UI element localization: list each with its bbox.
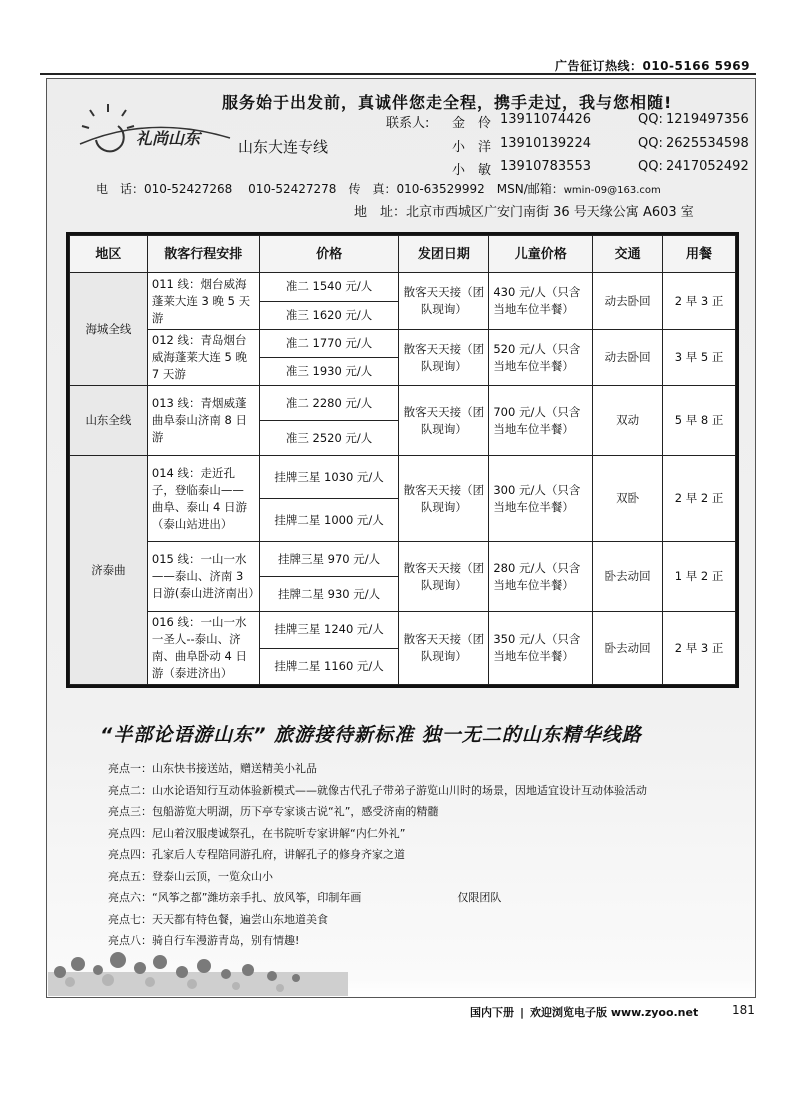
child-price-cell: 700 元/人（只含当地车位半餐）	[489, 386, 593, 456]
table-row	[70, 612, 736, 649]
meals-cell: 3 早 5 正	[663, 330, 736, 386]
meals-cell: 2 早 3 正	[663, 612, 736, 685]
list-item	[108, 780, 647, 802]
price-cell: 挂牌二星 930 元/人	[259, 577, 399, 612]
price-cell: 挂牌二星 1000 元/人	[259, 499, 399, 542]
contact-name: 金 伶	[452, 116, 492, 131]
contact-name: 小 敏	[452, 163, 492, 178]
price-cell: 挂牌三星 1240 元/人	[259, 612, 399, 649]
price-cell: 准三 1930 元/人	[259, 358, 399, 386]
meals-cell: 1 早 2 正	[663, 542, 736, 612]
slogan: 服务始于出发前，真诚伴您走全程，携手走过，我与您相随!	[222, 93, 673, 112]
list-item	[108, 758, 647, 780]
table-header-row	[70, 236, 736, 273]
highlight-text: “风筝之都”潍坊亲手扎、放风筝，印制年画	[152, 891, 362, 904]
child-price-cell: 430 元/人（只含当地车位半餐）	[489, 273, 593, 330]
highlight-text: 山东快书接送站，赠送精美小礼品	[152, 762, 317, 775]
region-cell: 山东全线	[70, 386, 148, 456]
price-cell: 准三 1620 元/人	[259, 301, 399, 330]
highlight-label: 亮点四：	[108, 848, 152, 861]
website-link[interactable]: 欢迎浏览电子版 www.zyoo.net	[530, 1006, 699, 1019]
table-row	[70, 386, 736, 421]
list-item	[108, 866, 647, 888]
contact-phone: 13910783553	[500, 159, 591, 174]
contact-qq-label: QQ:	[638, 112, 663, 127]
date-cell: 散客天天接（团队现询）	[399, 612, 489, 685]
highlight-label: 亮点三：	[108, 805, 152, 818]
highlight-text: 天天都有特色餐，遍尝山东地道美食	[152, 912, 328, 926]
meals-cell: 5 早 8 正	[663, 386, 736, 456]
transport-cell: 动去卧回	[593, 330, 663, 386]
itinerary-cell: 012 线：青岛烟台威海蓬莱大连 5 晚 7 天游	[147, 330, 259, 386]
col-header: 地区	[70, 236, 148, 273]
contact-qq: 2417052492	[666, 159, 749, 174]
contact-qq-label: QQ:	[638, 136, 663, 151]
col-header: 用餐	[663, 236, 736, 273]
region-cell: 济泰曲	[70, 456, 148, 685]
col-header: 散客行程安排	[147, 236, 259, 273]
child-price-cell: 280 元/人（只含当地车位半餐）	[489, 542, 593, 612]
col-header: 儿童价格	[489, 236, 593, 273]
child-price-cell: 520 元/人（只含当地车位半餐）	[489, 330, 593, 386]
highlight-label: 亮点二：	[108, 783, 152, 797]
itinerary-cell: 011 线：烟台威海蓬莱大连 3 晚 5 天游	[147, 273, 259, 330]
contact-phone: 13910139224	[500, 136, 591, 151]
region-cell: 海城全线	[70, 273, 148, 386]
meals-cell: 2 早 2 正	[663, 456, 736, 542]
itinerary-cell: 015 线：一山一水——泰山、济南 3 日游(泰山进济南出）	[147, 542, 259, 612]
date-cell: 散客天天接（团队现询）	[399, 542, 489, 612]
contact-qq-label: QQ:	[638, 159, 663, 174]
email-link[interactable]: wmin-09@163.com	[563, 185, 661, 196]
itinerary-cell: 016 线：一山一水一圣人--泰山、济南、曲阜卧动 4 日游（泰进济出）	[147, 612, 259, 685]
price-cell: 准二 1770 元/人	[259, 330, 399, 358]
highlight-text: 孔家后人专程陪同游孔府，讲解孔子的修身齐家之道	[152, 848, 405, 861]
transport-cell: 双动	[593, 386, 663, 456]
table-row	[70, 456, 736, 499]
col-header: 价格	[259, 236, 399, 273]
highlight-text: 登泰山云顶，一览众山小	[152, 869, 273, 883]
highlight-text: 山水论语知行互动体验新模式——就像古代孔子带弟子游览山川时的场景，因地适宜设计互动体验活动	[152, 783, 647, 797]
list-item	[108, 844, 647, 866]
highlight-list	[108, 758, 647, 952]
list-item	[108, 801, 647, 823]
itinerary-table	[66, 232, 739, 688]
highlight-text: 骑自行车漫游青岛，别有情趣!	[152, 934, 300, 947]
transport-cell: 动去卧回	[593, 273, 663, 330]
table-row	[70, 330, 736, 358]
highlight-label: 亮点七：	[108, 912, 152, 926]
price-cell: 挂牌三星 970 元/人	[259, 542, 399, 577]
section-name: 国内下册	[470, 1006, 514, 1019]
divider	[40, 73, 756, 75]
itinerary-cell: 014 线：走近孔子，登临泰山——曲阜、泰山 4 日游（泰山站进出）	[147, 456, 259, 542]
highlight-label: 亮点八：	[108, 934, 152, 947]
highlight-text: 尼山着汉服虔诚祭孔，在书院听专家讲解“内仁外礼”	[152, 826, 406, 840]
date-cell: 散客天天接（团队现询）	[399, 386, 489, 456]
price-cell: 挂牌二星 1160 元/人	[259, 648, 399, 685]
footer-separator: |	[520, 1006, 525, 1019]
col-header: 交通	[593, 236, 663, 273]
logo-text: 礼尚山东	[136, 129, 201, 148]
ad-hotline: 广告征订热线：010-5166 5969	[554, 59, 750, 73]
price-cell: 准三 2520 元/人	[259, 421, 399, 456]
price-cell: 准二 2280 元/人	[259, 386, 399, 421]
itinerary-cell: 013 线：青烟威蓬曲阜泰山济南 8 日游	[147, 386, 259, 456]
phone-fax-text: 电 话：010-52427268 010-52427278 传 真：010-63529992 MSN/邮箱：	[96, 182, 564, 196]
page-footer	[470, 1004, 698, 1020]
price-cell: 挂牌三星 1030 元/人	[259, 456, 399, 499]
route-subtitle: 山东大连专线	[238, 138, 329, 156]
page-number: 181	[732, 1003, 755, 1017]
table-row	[70, 542, 736, 577]
list-item	[108, 887, 647, 909]
date-cell: 散客天天接（团队现询）	[399, 456, 489, 542]
price-cell: 准二 1540 元/人	[259, 273, 399, 302]
list-item	[108, 909, 647, 931]
address: 地 址：北京市西城区广安门南街 36 号天缘公寓 A603 室	[354, 205, 694, 220]
contact-qq: 2625534598	[666, 136, 749, 151]
highlight-label: 亮点六：	[108, 891, 152, 904]
contact-qq: 1219497356	[666, 112, 749, 127]
headline: “半部论语游山东” 旅游接待新标准 独一无二的山东精华线路	[100, 724, 642, 746]
highlight-label: 亮点五：	[108, 869, 152, 883]
table-row	[70, 273, 736, 302]
contact-name: 小 洋	[452, 140, 492, 155]
child-price-cell: 300 元/人（只含当地车位半餐）	[489, 456, 593, 542]
highlight-label: 亮点四：	[108, 826, 152, 840]
child-price-cell: 350 元/人（只含当地车位半餐）	[489, 612, 593, 685]
col-header: 发团日期	[399, 236, 489, 273]
contact-phone: 13911074426	[500, 112, 591, 127]
group-only-note: 仅限团队	[457, 891, 502, 904]
phone-fax-line	[96, 180, 661, 197]
list-item	[108, 823, 647, 845]
transport-cell: 卧去动回	[593, 612, 663, 685]
highlight-label: 亮点一：	[108, 762, 152, 775]
sun-logo-icon	[78, 98, 238, 178]
highlight-text: 包船游览大明湖，历下亭专家谈古说“礼”，感受济南的精髓	[152, 805, 439, 818]
flower-decoration-icon	[48, 942, 348, 996]
transport-cell: 双卧	[593, 456, 663, 542]
date-cell: 散客天天接（团队现询）	[399, 273, 489, 330]
meals-cell: 2 早 3 正	[663, 273, 736, 330]
contacts-label: 联系人:	[386, 116, 430, 131]
date-cell: 散客天天接（团队现询）	[399, 330, 489, 386]
transport-cell: 卧去动回	[593, 542, 663, 612]
